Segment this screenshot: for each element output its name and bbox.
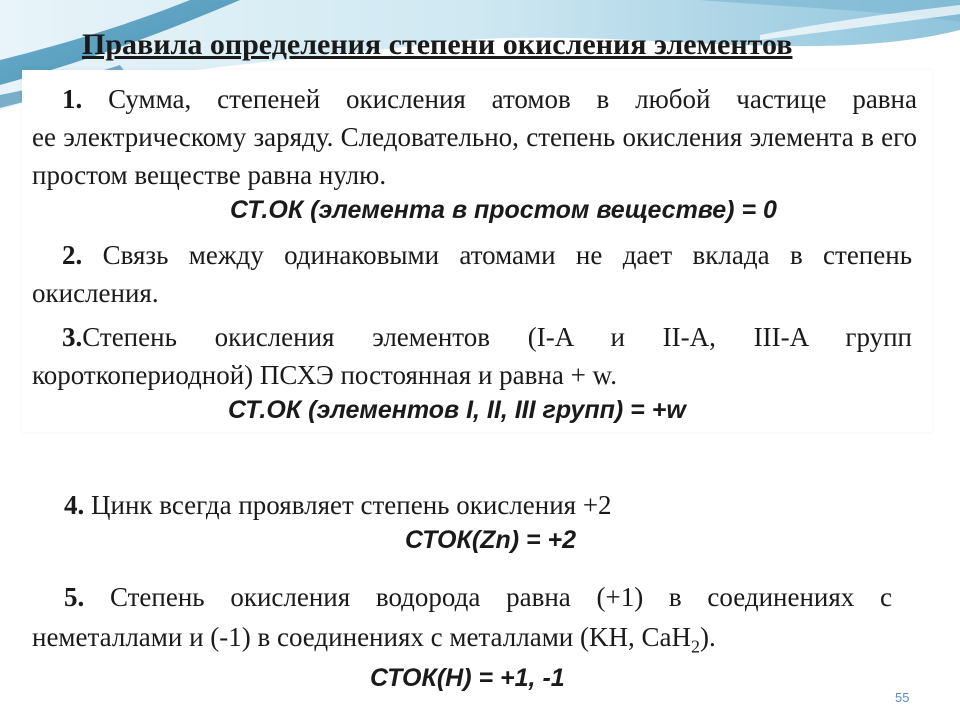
- rule-2-number: 2.: [62, 240, 83, 270]
- slide-title: Правила определения степени окисления элементов: [82, 28, 793, 61]
- rule-3-number: 3.: [62, 322, 83, 352]
- rule-3-text-line1: Степень окисления элементов (I-A и II-A, III-A групп: [82, 322, 912, 352]
- rule-1-number: 1.: [62, 84, 83, 114]
- rule-1-text-rest: ее электрическому заряду. Следовательно, степень окисления элемента в его простом веществе равна нулю.: [32, 122, 917, 190]
- rule-3-line1: [62, 318, 912, 356]
- rule-5-number: 5.: [64, 582, 85, 612]
- rule-5-text-rest: [32, 618, 912, 665]
- rule-1-text-line1: Сумма, степеней окисления атомов в любой частице равна: [108, 84, 917, 114]
- rule-2-text: Связь между одинаковыми атомами не дает вклада в степень окисления.: [32, 240, 913, 308]
- rule-1-line1: [62, 80, 917, 118]
- rule-5-subscript: 2: [690, 636, 700, 657]
- rule-3-text-rest: короткопериодной) ПСХЭ постоянная и равна + w.: [32, 360, 618, 390]
- rule-5-line1: [64, 578, 892, 616]
- rule-5-formula: СТОК(H) = +1, -1: [370, 664, 565, 692]
- rule-4-text: Цинк всегда проявляет степень окисления +2: [91, 490, 612, 520]
- rule-5-text-rest-suffix: ).: [699, 622, 716, 652]
- rule-3-formula: СТ.ОК (элементов I, II, III групп) = +w: [228, 396, 686, 424]
- rule-1-formula: СТ.ОК (элемента в простом веществе) = 0: [230, 196, 777, 224]
- rule-5-text-line1: Степень окисления водорода равна (+1) в соединениях с: [109, 582, 892, 612]
- rule-4-number: 4.: [64, 490, 85, 520]
- rule-4: [64, 486, 924, 524]
- rule-4-formula: СТОК(Zn) = +2: [405, 526, 577, 554]
- page-number: 55: [895, 690, 910, 705]
- rule-5-text-rest-prefix: неметаллами и (-1) в соединениях с металлами (KH, CaH: [32, 622, 691, 652]
- rule-2: [32, 236, 912, 312]
